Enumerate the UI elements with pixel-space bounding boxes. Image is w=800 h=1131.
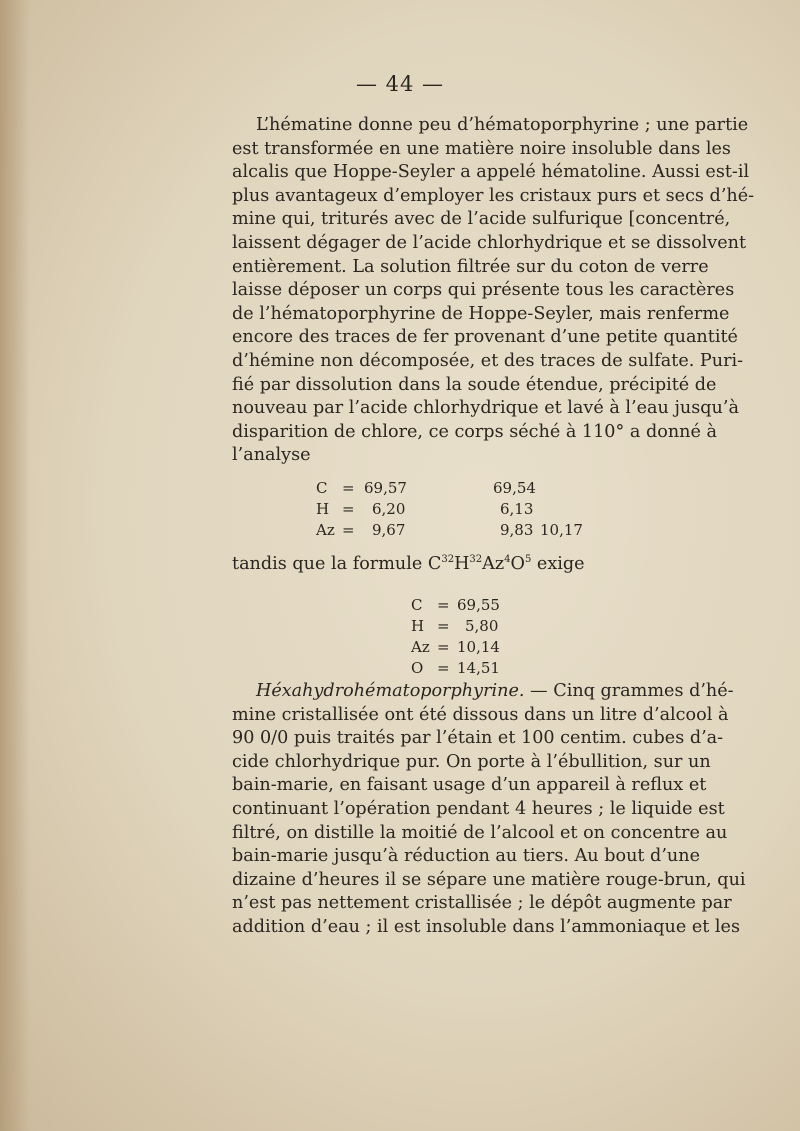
text-line: plus avantageux d’employer les cristaux purs et secs d’hé- [232,185,755,206]
text-line: continuant l’opération pendant 4 heures ; le liquide est [232,798,725,819]
text-line: laissent dégager de l’acide chlorhydrique et se dissolvent [232,232,747,253]
text-line [232,680,734,704]
analysis-row [300,520,600,541]
text-line: nouveau par l’acide chlorhydrique et lavé à l’eau jusqu’à [232,398,739,419]
analysis-value: 69,57 [364,479,407,497]
analysis-value: 6,20 [372,500,406,518]
analysis-value: 9,83 [500,521,534,539]
analysis-value: 6,13 [500,500,534,518]
text-line: est transformée en une matière noire insoluble dans les [232,138,731,159]
text-line: 90 0/0 puis traités par l’étain et 100 centim. cubes d’a- [232,728,724,749]
paragraph-hexahydro [232,680,746,940]
equals-sign: = [342,479,355,497]
equals-sign: = [437,638,450,656]
text-line: entièrement. La solution filtrée sur du coton de verre [232,256,709,277]
text-line: disparition de chlore, ce corps séché à 110° a donné à [232,421,717,442]
text-line: mine qui, triturés avec de l’acide sulfurique [concentré, [232,209,731,230]
formula-row [395,595,545,616]
formula-element: Az [482,554,505,574]
equals-sign: = [342,500,355,518]
subscript: 32 [441,554,455,566]
formula-prefix: tandis que la formule C [232,554,442,574]
text-line: fié par dissolution dans la soude étendue, précipité de [232,374,717,395]
equals-sign: = [342,521,355,539]
subscript: 5 [524,554,532,566]
formula-value: 5,80 [465,617,499,635]
section-heading: Héxahydrohématoporphyrine. [256,681,525,701]
analysis-table [300,478,600,541]
text-line: filtré, on distille la moitié de l’alcool et on concentre au [232,822,728,843]
text-line: dizaine d’heures il se sépare une matière rouge-brun, qui [232,869,746,890]
element-symbol: Az [316,521,335,539]
heading-continuation: — Cinq grammes d’hé- [524,681,734,701]
formula-element: O [510,554,525,574]
text-line: laisse déposer un corps qui présente tous les caractères [232,280,735,301]
paragraph-hematine [232,114,755,468]
equals-sign: = [437,617,450,635]
text-line: d’hémine non décomposée, et des traces de sulfate. Puri- [232,350,744,371]
formula-element: H [454,554,470,574]
text-line: n’est pas nettement cristallisée ; le dépôt augmente par [232,893,732,914]
subscript: 4 [504,554,511,566]
formula-line [232,553,678,577]
formula-value: 14,51 [457,659,500,677]
formula-suffix: exige [531,554,585,574]
formula-row [395,616,545,637]
subscript: 32 [469,554,483,566]
formula-values-table [395,595,545,679]
equals-sign: = [437,596,450,614]
text-line: cide chlorhydrique pur. On porte à l’ébullition, sur un [232,751,711,772]
text-line: alcalis que Hoppe-Seyler a appelé hématoline. Aussi est-il [232,162,750,183]
equals-sign: = [437,659,450,677]
formula-row [395,637,545,658]
element-symbol: O [411,659,424,677]
formula-value: 69,55 [457,596,500,614]
analysis-row [300,499,600,520]
element-symbol: C [316,479,328,497]
element-symbol: H [411,617,425,635]
formula-row [395,658,545,679]
text-line: encore des traces de fer provenant d’une petite quantité [232,327,738,348]
element-symbol: C [411,596,423,614]
text-line [232,553,678,577]
analysis-value: 9,67 [372,521,406,539]
text-line: l’analyse [232,445,311,466]
text-line: de l’hématoporphyrine de Hoppe-Seyler, mais renferme [232,303,730,324]
text-line: bain-marie jusqu’à réduction au tiers. Au bout d’une [232,846,700,867]
page-number: — 44 — [355,72,445,96]
analysis-value: 69,54 [493,479,536,497]
text-line: mine cristallisée ont été dissous dans un litre d’alcool à [232,704,729,725]
formula-value: 10,14 [457,638,500,656]
analysis-value: 10,17 [540,521,583,539]
text-line: bain-marie, en faisant usage d’un appareil à reflux et [232,775,707,796]
analysis-row [300,478,600,499]
text-line: L’hématine donne peu d’hématoporphyrine ; une partie [256,115,749,135]
text-line: addition d’eau ; il est insoluble dans l’ammoniaque et les [232,916,740,937]
element-symbol: H [316,500,330,518]
element-symbol: Az [411,638,430,656]
page-edge-shadow [0,0,30,1131]
